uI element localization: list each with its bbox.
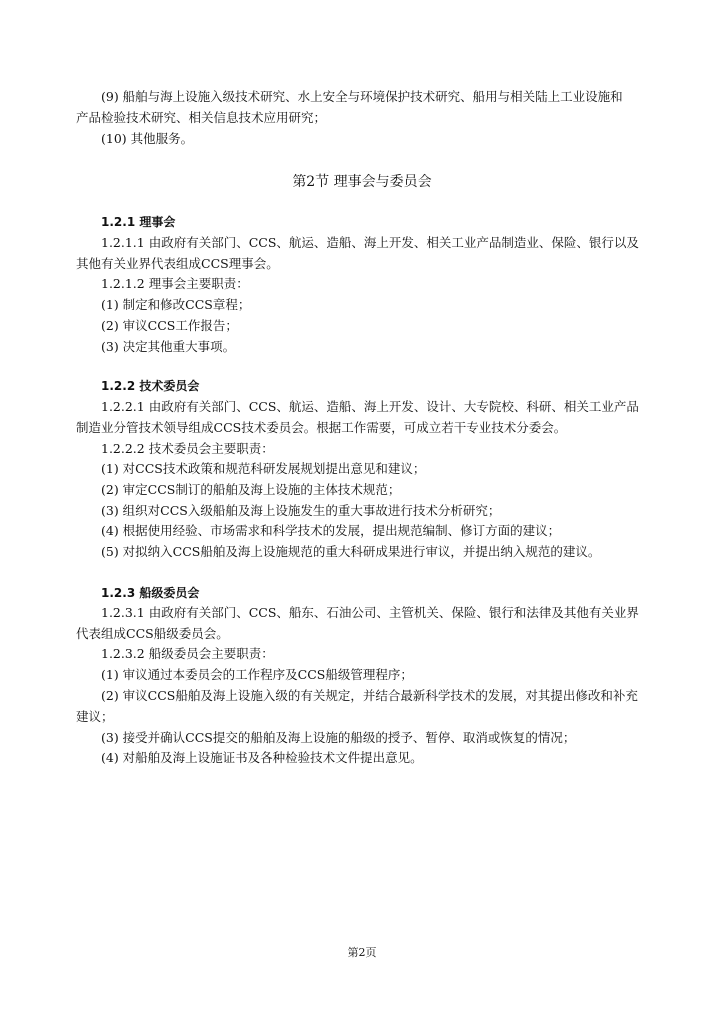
list-item: (4) 对船舶及海上设施证书及各种检验技术文件提出意见。 <box>101 750 423 765</box>
heading-1-2-1: 1.2.1 理事会 <box>101 215 176 229</box>
list-item: (1) 制定和修改CCS章程； <box>101 297 251 312</box>
list-item-line-2: 建议； <box>76 709 114 724</box>
item-10: (10) 其他服务。 <box>101 131 194 146</box>
list-item: (2) 审议CCS工作报告； <box>101 318 238 333</box>
list-item: (5) 对拟纳入CCS船舶及海上设施规范的重大科研成果进行审议，并提出纳入规范的建议。 <box>101 544 601 559</box>
para-1-2-2-1-line-1: 1.2.2.1 由政府有关部门、CCS、航运、造船、海上开发、设计、大专院校、科研、相关工业产品 <box>101 399 639 414</box>
para-1-2-1-2: 1.2.1.2 理事会主要职责： <box>101 276 249 291</box>
list-item: (3) 决定其他重大事项。 <box>101 339 236 354</box>
section-title: 第2节 理事会与委员会 <box>292 174 432 190</box>
list-item: (4) 根据使用经验、市场需求和科学技术的发展，提出规范编制、修订方面的建议； <box>101 523 561 538</box>
list-item: (3) 组织对CCS入级船舶及海上设施发生的重大事故进行技术分析研究； <box>101 503 501 518</box>
list-item: (1) 审议通过本委员会的工作程序及CCS船级管理程序； <box>101 667 413 682</box>
para-1-2-2-1-line-2: 制造业分管技术领导组成CCS技术委员会。根据工作需要，可成立若干专业技术分委会。 <box>76 420 567 435</box>
heading-1-2-2: 1.2.2 技术委员会 <box>101 379 200 393</box>
para-1-2-1-1-line-2: 其他有关业界代表组成CCS理事会。 <box>76 256 279 271</box>
heading-1-2-3: 1.2.3 船级委员会 <box>101 586 200 600</box>
para-1-2-2-2: 1.2.2.2 技术委员会主要职责： <box>101 441 274 456</box>
para-1-2-3-2: 1.2.3.2 船级委员会主要职责： <box>101 646 274 661</box>
para-1-2-3-1-line-2: 代表组成CCS船级委员会。 <box>76 626 229 641</box>
page-number: 第2页 <box>347 946 377 959</box>
item-9-line-1: (9) 船舶与海上设施入级技术研究、水上安全与环境保护技术研究、船用与相关陆上工业设施和 <box>101 89 623 104</box>
list-item-line-1: (2) 审议CCS船舶及海上设施入级的有关规定，并结合最新科学技术的发展，对其提出修改和补充 <box>101 688 638 703</box>
para-1-2-3-1-line-1: 1.2.3.1 由政府有关部门、CCS、船东、石油公司、主管机关、保险、银行和法律及其他有关业界 <box>101 605 639 620</box>
item-9-line-2: 产品检验技术研究、相关信息技术应用研究； <box>76 110 327 125</box>
para-1-2-1-1-line-1: 1.2.1.1 由政府有关部门、CCS、航运、造船、海上开发、相关工业产品制造业、保险、银行以及 <box>101 235 639 250</box>
list-item: (3) 接受并确认CCS提交的船舶及海上设施的船级的授予、暂停、取消或恢复的情况； <box>101 730 576 745</box>
list-item: (1) 对CCS技术政策和规范科研发展规划提出意见和建议； <box>101 461 426 476</box>
list-item: (2) 审定CCS制订的船舶及海上设施的主体技术规范； <box>101 482 401 497</box>
